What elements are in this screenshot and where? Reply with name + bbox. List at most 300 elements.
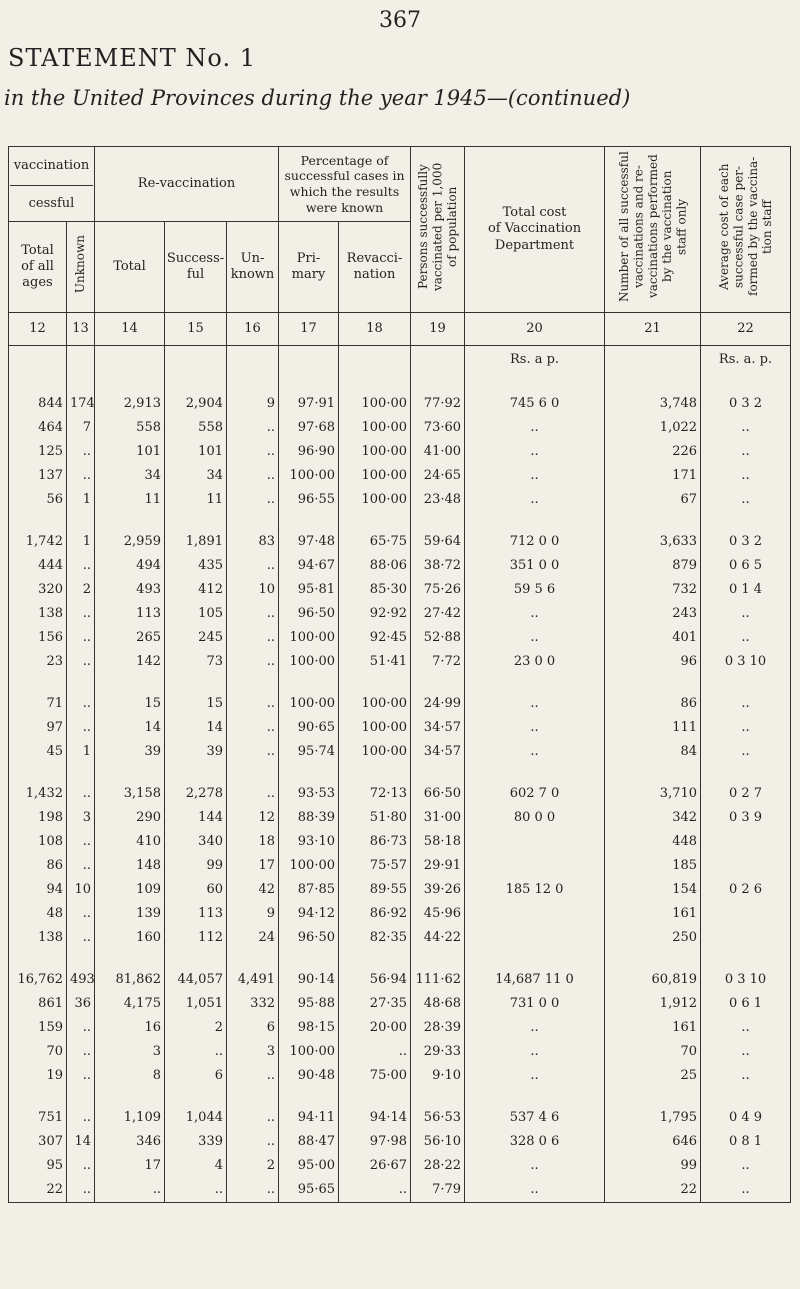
cell-revacc-unknown: ..	[227, 716, 279, 740]
cell-revacc-unknown: 12	[227, 806, 279, 830]
cell-pct-primary: 100·00	[279, 650, 339, 674]
cell-num-vaccinations: 22	[605, 1178, 701, 1203]
cell-total-cost: 745 6 0	[465, 392, 605, 416]
cell-revacc-total: 290	[95, 806, 165, 830]
cell-revacc-total: 160	[95, 926, 165, 950]
table-row	[9, 806, 791, 830]
cell-revacc-total: 142	[95, 650, 165, 674]
cell-num-vaccinations: 161	[605, 902, 701, 926]
cell-num-vaccinations: 99	[605, 1154, 701, 1178]
cell-total-all-ages: 70	[9, 1040, 67, 1064]
vaccination-label: vaccination	[10, 151, 93, 186]
col-num: 16	[227, 313, 279, 346]
cell-revacc-total: 148	[95, 854, 165, 878]
cell-total-all-ages: 19	[9, 1064, 67, 1088]
cell-total-cost: 328 0 6	[465, 1130, 605, 1154]
revacc-sub-label: Revacci- nation	[346, 250, 403, 282]
cell-pct-revaccination: 51·80	[339, 806, 411, 830]
cell-unknown: ..	[67, 692, 95, 716]
cell-persons-per-1000: 75·26	[411, 578, 465, 602]
average-cost-label: Average cost of each successful case per- formed by the vaccina- tion staff	[716, 157, 774, 297]
cell-total-all-ages: 444	[9, 554, 67, 578]
cell-revacc-total: 109	[95, 878, 165, 902]
cell-revacc-unknown: 2	[227, 1154, 279, 1178]
cell-revacc-unknown: 3	[227, 1040, 279, 1064]
cell-pct-revaccination: 82·35	[339, 926, 411, 950]
cell-num-vaccinations: 1,795	[605, 1106, 701, 1130]
cell-revacc-unknown: ..	[227, 1106, 279, 1130]
cell-persons-per-1000: 28·22	[411, 1154, 465, 1178]
cell-total-cost: 712 0 0	[465, 530, 605, 554]
cell-revacc-unknown: 332	[227, 992, 279, 1016]
cell-persons-per-1000: 24·65	[411, 464, 465, 488]
table-row	[9, 926, 791, 950]
cell-total-cost: ..	[465, 626, 605, 650]
cell-unknown: 493	[67, 968, 95, 992]
cell-total-all-ages: 138	[9, 602, 67, 626]
cell-revacc-successful: 15	[165, 692, 227, 716]
cell-persons-per-1000: 29·91	[411, 854, 465, 878]
unknown-col-label: Un- known	[230, 250, 275, 282]
cell-revacc-successful: 144	[165, 806, 227, 830]
cell-average-cost: ..	[701, 464, 791, 488]
table-row	[9, 1178, 791, 1203]
table-row	[9, 1154, 791, 1178]
cell-pct-revaccination: 89·55	[339, 878, 411, 902]
cell-unknown: ..	[67, 1154, 95, 1178]
cell-persons-per-1000: 44·22	[411, 926, 465, 950]
cell-total-cost: 731 0 0	[465, 992, 605, 1016]
unknown-label: Unknown	[73, 235, 88, 294]
cell-total-all-ages: 45	[9, 740, 67, 764]
cell-pct-revaccination: 86·73	[339, 830, 411, 854]
cell-unknown: 1	[67, 530, 95, 554]
cell-pct-primary: 100·00	[279, 854, 339, 878]
primary-label: Pri- mary	[291, 250, 326, 282]
cell-average-cost: ..	[701, 1040, 791, 1064]
cell-persons-per-1000: 31·00	[411, 806, 465, 830]
cell-revacc-total: 410	[95, 830, 165, 854]
cell-average-cost	[701, 830, 791, 854]
table-row	[9, 392, 791, 416]
cell-unknown: 7	[67, 416, 95, 440]
cell-revacc-total: 265	[95, 626, 165, 650]
cell-unknown: ..	[67, 626, 95, 650]
cell-num-vaccinations: 84	[605, 740, 701, 764]
cell-average-cost	[701, 854, 791, 878]
cell-total-all-ages: 86	[9, 854, 67, 878]
table-row	[9, 440, 791, 464]
cell-average-cost: ..	[701, 1016, 791, 1040]
cell-pct-revaccination: 100·00	[339, 440, 411, 464]
table-row	[9, 692, 791, 716]
cell-revacc-successful: 99	[165, 854, 227, 878]
cell-revacc-successful: 1,891	[165, 530, 227, 554]
cell-unknown: ..	[67, 1016, 95, 1040]
cell-total-cost: ..	[465, 716, 605, 740]
total-cost-header	[465, 147, 605, 313]
cell-pct-revaccination: 100·00	[339, 716, 411, 740]
table-row	[9, 968, 791, 992]
cell-revacc-successful: ..	[165, 1040, 227, 1064]
cell-persons-per-1000: 27·42	[411, 602, 465, 626]
cell-revacc-successful: 339	[165, 1130, 227, 1154]
cell-revacc-total: ..	[95, 1178, 165, 1203]
cell-pct-revaccination: 97·98	[339, 1130, 411, 1154]
group-spacer	[9, 764, 791, 782]
cost-unit-label: Rs. a p.	[465, 346, 605, 375]
cell-average-cost: ..	[701, 626, 791, 650]
cell-revacc-total: 15	[95, 692, 165, 716]
cell-unknown: ..	[67, 782, 95, 806]
cell-unknown: 1	[67, 488, 95, 512]
cell-total-all-ages: 95	[9, 1154, 67, 1178]
col-num: 17	[279, 313, 339, 346]
cell-revacc-total: 17	[95, 1154, 165, 1178]
cell-pct-primary: 95·88	[279, 992, 339, 1016]
cell-pct-primary: 96·50	[279, 602, 339, 626]
cell-num-vaccinations: 3,633	[605, 530, 701, 554]
col-num: 18	[339, 313, 411, 346]
cell-pct-primary: 100·00	[279, 626, 339, 650]
table-row	[9, 416, 791, 440]
cell-pct-primary: 100·00	[279, 692, 339, 716]
cell-average-cost: ..	[701, 1064, 791, 1088]
cell-total-all-ages: 844	[9, 392, 67, 416]
group-spacer	[9, 512, 791, 530]
cell-num-vaccinations: 732	[605, 578, 701, 602]
cell-pct-primary: 93·10	[279, 830, 339, 854]
cell-revacc-unknown: ..	[227, 488, 279, 512]
cell-unknown: 14	[67, 1130, 95, 1154]
cell-revacc-successful: 105	[165, 602, 227, 626]
cell-persons-per-1000: 24·99	[411, 692, 465, 716]
table-row	[9, 902, 791, 926]
successful-header	[165, 222, 227, 313]
cell-revacc-successful: 412	[165, 578, 227, 602]
cell-num-vaccinations: 60,819	[605, 968, 701, 992]
cell-pct-revaccination: 56·94	[339, 968, 411, 992]
cell-total-cost: ..	[465, 1064, 605, 1088]
cell-persons-per-1000: 23·48	[411, 488, 465, 512]
cell-persons-per-1000: 7·72	[411, 650, 465, 674]
cell-unknown: ..	[67, 1106, 95, 1130]
cell-revacc-successful: 113	[165, 902, 227, 926]
table-row	[9, 626, 791, 650]
cell-revacc-successful: 101	[165, 440, 227, 464]
cell-persons-per-1000: 56·10	[411, 1130, 465, 1154]
cell-pct-revaccination: 100·00	[339, 740, 411, 764]
table-body	[9, 346, 791, 1203]
cell-pct-primary: 96·55	[279, 488, 339, 512]
cell-revacc-successful: 2,278	[165, 782, 227, 806]
cell-persons-per-1000: 73·60	[411, 416, 465, 440]
cell-revacc-total: 14	[95, 716, 165, 740]
cell-average-cost: 0 3 9	[701, 806, 791, 830]
table-row	[9, 782, 791, 806]
cell-total-all-ages: 23	[9, 650, 67, 674]
cell-revacc-successful: 14	[165, 716, 227, 740]
cell-revacc-successful: 245	[165, 626, 227, 650]
cell-revacc-unknown: ..	[227, 1130, 279, 1154]
vaccination-header	[9, 147, 95, 222]
cell-revacc-total: 16	[95, 1016, 165, 1040]
cell-num-vaccinations: 226	[605, 440, 701, 464]
cell-revacc-total: 346	[95, 1130, 165, 1154]
cessful-label: cessful	[28, 195, 75, 211]
cell-average-cost: 0 3 2	[701, 530, 791, 554]
cell-revacc-successful: 340	[165, 830, 227, 854]
cell-unknown: ..	[67, 554, 95, 578]
cell-total-cost: ..	[465, 440, 605, 464]
cell-revacc-unknown: ..	[227, 416, 279, 440]
cell-persons-per-1000: 28·39	[411, 1016, 465, 1040]
cell-average-cost: ..	[701, 1154, 791, 1178]
cell-average-cost: 0 4 9	[701, 1106, 791, 1130]
cell-total-cost: ..	[465, 416, 605, 440]
cell-pct-revaccination: 75·00	[339, 1064, 411, 1088]
cell-revacc-unknown: 4,491	[227, 968, 279, 992]
cell-revacc-unknown: ..	[227, 464, 279, 488]
cell-total-all-ages: 861	[9, 992, 67, 1016]
cell-unknown: ..	[67, 902, 95, 926]
table-row	[9, 464, 791, 488]
page-number: 367	[379, 8, 421, 33]
cell-num-vaccinations: 250	[605, 926, 701, 950]
cell-pct-revaccination: 100·00	[339, 416, 411, 440]
group-spacer	[9, 674, 791, 692]
unit-row	[9, 346, 791, 375]
cell-num-vaccinations: 342	[605, 806, 701, 830]
cell-total-all-ages: 16,762	[9, 968, 67, 992]
cell-unknown: ..	[67, 464, 95, 488]
cell-average-cost: 0 3 2	[701, 392, 791, 416]
table-row	[9, 602, 791, 626]
cell-unknown: ..	[67, 1040, 95, 1064]
cell-unknown: ..	[67, 1064, 95, 1088]
cell-revacc-total: 558	[95, 416, 165, 440]
cell-pct-primary: 97·48	[279, 530, 339, 554]
cell-pct-primary: 93·53	[279, 782, 339, 806]
persons-per-1000-header	[411, 147, 465, 313]
cell-revacc-total: 3	[95, 1040, 165, 1064]
cell-average-cost: 0 2 6	[701, 878, 791, 902]
cell-num-vaccinations: 646	[605, 1130, 701, 1154]
cell-pct-revaccination: 75·57	[339, 854, 411, 878]
cell-pct-revaccination: 26·67	[339, 1154, 411, 1178]
cell-average-cost: ..	[701, 416, 791, 440]
cell-persons-per-1000: 7·79	[411, 1178, 465, 1203]
col-num: 13	[67, 313, 95, 346]
cell-unknown: 3	[67, 806, 95, 830]
cell-total-cost	[465, 854, 605, 878]
cell-total-all-ages: 71	[9, 692, 67, 716]
cell-revacc-unknown: 6	[227, 1016, 279, 1040]
cell-persons-per-1000: 38·72	[411, 554, 465, 578]
cell-average-cost: 0 3 10	[701, 968, 791, 992]
cell-num-vaccinations: 3,748	[605, 392, 701, 416]
cell-total-all-ages: 751	[9, 1106, 67, 1130]
cell-total-all-ages: 1,432	[9, 782, 67, 806]
cell-persons-per-1000: 39·26	[411, 878, 465, 902]
cell-revacc-unknown: ..	[227, 626, 279, 650]
cell-persons-per-1000: 66·50	[411, 782, 465, 806]
column-number-row	[9, 313, 791, 346]
cell-unknown: 10	[67, 878, 95, 902]
cell-num-vaccinations: 154	[605, 878, 701, 902]
cell-average-cost: 0 6 5	[701, 554, 791, 578]
cell-revacc-total: 81,862	[95, 968, 165, 992]
cell-revacc-unknown: ..	[227, 740, 279, 764]
total-header: Total	[95, 222, 165, 313]
cell-total-all-ages: 320	[9, 578, 67, 602]
cell-total-all-ages: 1,742	[9, 530, 67, 554]
cell-unknown: ..	[67, 602, 95, 626]
cell-total-all-ages: 198	[9, 806, 67, 830]
cell-pct-revaccination: 100·00	[339, 392, 411, 416]
cell-pct-revaccination: 100·00	[339, 692, 411, 716]
cell-pct-primary: 94·11	[279, 1106, 339, 1130]
cell-revacc-successful: 2,904	[165, 392, 227, 416]
cell-total-cost: 602 7 0	[465, 782, 605, 806]
cell-revacc-unknown: 24	[227, 926, 279, 950]
cell-pct-primary: 97·68	[279, 416, 339, 440]
cell-revacc-unknown: 10	[227, 578, 279, 602]
cell-revacc-unknown: ..	[227, 1064, 279, 1088]
statement-subtitle: in the United Provinces during the year 1945—(continued)	[4, 86, 631, 110]
cell-average-cost: ..	[701, 440, 791, 464]
cell-revacc-total: 493	[95, 578, 165, 602]
cell-persons-per-1000: 34·57	[411, 716, 465, 740]
cell-total-all-ages: 97	[9, 716, 67, 740]
cell-average-cost	[701, 926, 791, 950]
cell-average-cost: 0 3 10	[701, 650, 791, 674]
cell-revacc-total: 139	[95, 902, 165, 926]
cell-revacc-unknown: 17	[227, 854, 279, 878]
cell-num-vaccinations: 70	[605, 1040, 701, 1064]
cell-num-vaccinations: 879	[605, 554, 701, 578]
cell-revacc-unknown: 83	[227, 530, 279, 554]
cell-revacc-unknown: ..	[227, 554, 279, 578]
cell-total-cost: 537 4 6	[465, 1106, 605, 1130]
cell-num-vaccinations: 111	[605, 716, 701, 740]
persons-per-1000-label: Persons successfully vaccinated per 1,000 of population	[415, 162, 459, 291]
cell-total-cost: 351 0 0	[465, 554, 605, 578]
cell-average-cost: 0 2 7	[701, 782, 791, 806]
unknown-col-header	[227, 222, 279, 313]
cell-total-all-ages: 22	[9, 1178, 67, 1203]
cell-revacc-unknown: ..	[227, 440, 279, 464]
table-row	[9, 830, 791, 854]
cell-revacc-successful: 39	[165, 740, 227, 764]
cell-revacc-total: 2,913	[95, 392, 165, 416]
cell-pct-primary: 90·65	[279, 716, 339, 740]
cell-average-cost: 0 8 1	[701, 1130, 791, 1154]
cell-persons-per-1000: 48·68	[411, 992, 465, 1016]
cell-total-cost: ..	[465, 1154, 605, 1178]
percentage-header: Percentage of successful cases in which the results were known	[279, 147, 411, 222]
cell-revacc-total: 2,959	[95, 530, 165, 554]
cell-total-cost: ..	[465, 692, 605, 716]
cell-total-cost: ..	[465, 1040, 605, 1064]
cell-persons-per-1000: 56·53	[411, 1106, 465, 1130]
cell-average-cost: ..	[701, 692, 791, 716]
col-num: 12	[9, 313, 67, 346]
cell-revacc-successful: 44,057	[165, 968, 227, 992]
cell-pct-primary: 100·00	[279, 464, 339, 488]
group-spacer	[9, 374, 791, 392]
cell-num-vaccinations: 86	[605, 692, 701, 716]
cell-total-cost: ..	[465, 488, 605, 512]
number-vaccinations-header	[605, 147, 701, 313]
number-vaccinations-label: Number of all successful vaccinations and re- vaccinations performed by the vaccination staff only	[616, 151, 689, 303]
cell-revacc-total: 113	[95, 602, 165, 626]
cell-revacc-successful: 73	[165, 650, 227, 674]
cell-num-vaccinations: 243	[605, 602, 701, 626]
cell-persons-per-1000: 58·18	[411, 830, 465, 854]
cell-total-all-ages: 159	[9, 1016, 67, 1040]
cell-num-vaccinations: 3,710	[605, 782, 701, 806]
cell-pct-revaccination: 86·92	[339, 902, 411, 926]
cell-revacc-total: 494	[95, 554, 165, 578]
cell-unknown: ..	[67, 926, 95, 950]
cell-revacc-total: 11	[95, 488, 165, 512]
cell-pct-revaccination: 100·00	[339, 488, 411, 512]
cell-revacc-total: 1,109	[95, 1106, 165, 1130]
cell-persons-per-1000: 59·64	[411, 530, 465, 554]
cell-persons-per-1000: 34·57	[411, 740, 465, 764]
cell-pct-revaccination: ..	[339, 1178, 411, 1203]
cell-revacc-unknown: 9	[227, 902, 279, 926]
cell-revacc-successful: 112	[165, 926, 227, 950]
cell-pct-primary: 96·90	[279, 440, 339, 464]
cell-revacc-successful: 6	[165, 1064, 227, 1088]
cell-pct-revaccination: 20·00	[339, 1016, 411, 1040]
cell-persons-per-1000: 45·96	[411, 902, 465, 926]
cell-persons-per-1000: 9·10	[411, 1064, 465, 1088]
cell-revacc-unknown: ..	[227, 650, 279, 674]
cell-pct-primary: 95·74	[279, 740, 339, 764]
cell-revacc-successful: 34	[165, 464, 227, 488]
cell-num-vaccinations: 1,022	[605, 416, 701, 440]
cell-pct-revaccination: 27·35	[339, 992, 411, 1016]
cell-total-cost	[465, 926, 605, 950]
cell-total-all-ages: 125	[9, 440, 67, 464]
cell-pct-revaccination: 92·92	[339, 602, 411, 626]
table-row	[9, 578, 791, 602]
cell-unknown: ..	[67, 650, 95, 674]
cell-total-cost: ..	[465, 740, 605, 764]
cell-revacc-successful: 1,044	[165, 1106, 227, 1130]
table-row	[9, 1106, 791, 1130]
cell-total-cost	[465, 902, 605, 926]
col-num: 15	[165, 313, 227, 346]
cell-unknown: 2	[67, 578, 95, 602]
cell-pct-revaccination: 65·75	[339, 530, 411, 554]
cell-average-cost: 0 1 4	[701, 578, 791, 602]
cell-revacc-successful: 2	[165, 1016, 227, 1040]
cell-num-vaccinations: 448	[605, 830, 701, 854]
cell-pct-primary: 96·50	[279, 926, 339, 950]
cell-pct-revaccination: 100·00	[339, 464, 411, 488]
cell-total-cost: 14,687 11 0	[465, 968, 605, 992]
cell-unknown: 1	[67, 740, 95, 764]
cell-revacc-successful: 558	[165, 416, 227, 440]
cell-total-all-ages: 137	[9, 464, 67, 488]
cell-pct-revaccination: 94·14	[339, 1106, 411, 1130]
cell-total-all-ages: 138	[9, 926, 67, 950]
cell-pct-revaccination: 88·06	[339, 554, 411, 578]
